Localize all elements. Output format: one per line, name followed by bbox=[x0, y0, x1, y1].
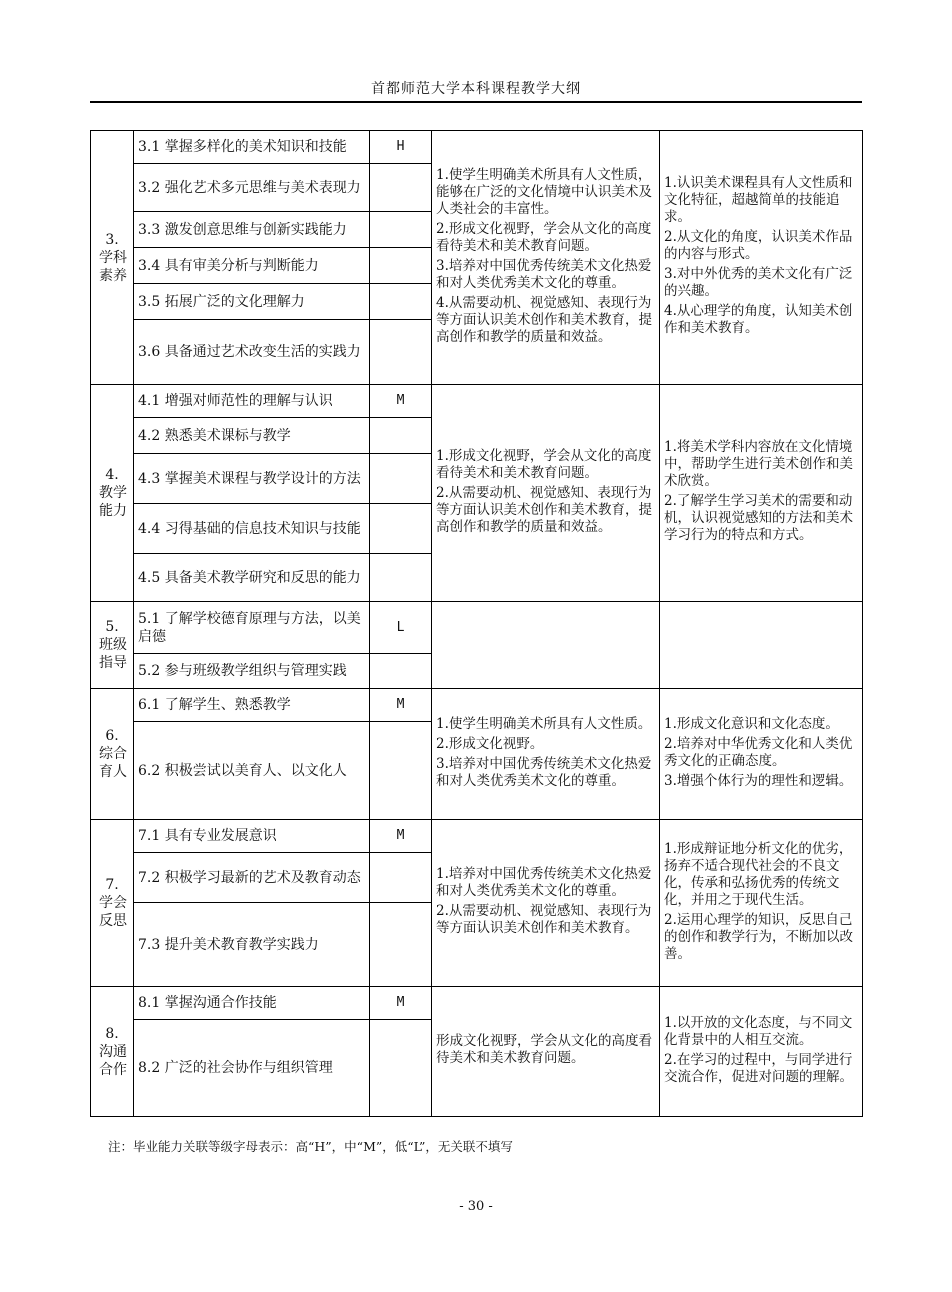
objective-item: 4.从需要动机、视觉感知、表现行为等方面认识美术创作和美术教育，提高创作和教学的质量和效益。 bbox=[436, 294, 652, 345]
group-number: 7. bbox=[105, 877, 119, 893]
objective-cell bbox=[432, 131, 660, 385]
content-item: 1.以开放的文化态度，与不同文化背景中的人相互交流。 bbox=[664, 1014, 853, 1048]
group-name: 沟通合作 bbox=[99, 1043, 127, 1078]
sub-requirement: 3.2 强化艺术多元思维与美术表现力 bbox=[134, 164, 370, 212]
group-name: 班级指导 bbox=[99, 637, 127, 671]
objective-cell bbox=[432, 385, 660, 602]
sub-requirement: 4.2 熟悉美术课标与教学 bbox=[134, 418, 370, 454]
sub-requirement: 5.1 了解学校德育原理与方法，以美启德 bbox=[134, 602, 370, 654]
sub-requirement: 4.3 掌握美术课程与教学设计的方法 bbox=[134, 454, 370, 504]
content-item: 2.了解学生学习美术的需要和动机，认识视觉感知的方法和美术学习行为的特点和方式。 bbox=[664, 493, 853, 543]
table-footnote: 注：毕业能力关联等级字母表示：高“H”，中“M”，低“L”，无关联不填写 bbox=[108, 1139, 513, 1154]
content-cell bbox=[660, 385, 863, 602]
relevance-level: M bbox=[370, 987, 432, 1020]
group-name: 教学能力 bbox=[99, 485, 127, 519]
objective-item: 1.使学生明确美术所具有人文性质，能够在广泛的文化情境中认识美术及人类社会的丰富性。 bbox=[436, 166, 652, 217]
relevance-level bbox=[370, 853, 432, 903]
content-item: 3.增强个体行为的理性和逻辑。 bbox=[664, 772, 853, 789]
objective-cell bbox=[432, 689, 660, 820]
sub-requirement: 8.1 掌握沟通合作技能 bbox=[134, 987, 370, 1020]
relevance-level bbox=[370, 903, 432, 987]
sub-requirement: 5.2 参与班级教学组织与管理实践 bbox=[134, 654, 370, 689]
sub-requirement: 7.3 提升美术教育教学实践力 bbox=[134, 903, 370, 987]
relevance-level bbox=[370, 554, 432, 602]
relevance-level bbox=[370, 504, 432, 554]
relevance-level bbox=[370, 418, 432, 454]
sub-requirement: 3.3 激发创意思维与创新实践能力 bbox=[134, 212, 370, 248]
relevance-level bbox=[370, 248, 432, 284]
relevance-level bbox=[370, 320, 432, 385]
content-item: 3.对中外优秀的美术文化有广泛的兴趣。 bbox=[664, 266, 853, 299]
content-item: 2.从文化的角度，认识美术作品的内容与形式。 bbox=[664, 229, 853, 262]
objective-item: 1.使学生明确美术所具有人文性质。 bbox=[436, 715, 652, 732]
group-number: 6. bbox=[105, 728, 119, 744]
sub-requirement: 4.5 具备美术教学研究和反思的能力 bbox=[134, 554, 370, 602]
relevance-level: M bbox=[370, 689, 432, 722]
relevance-level bbox=[370, 284, 432, 320]
page-number: - 30 - bbox=[459, 1199, 493, 1214]
objective-item: 3.培养对中国优秀传统美术文化热爱和对人类优秀美术文化的尊重。 bbox=[436, 257, 652, 291]
content-item: 2.培养对中华优秀文化和人类优秀文化的正确态度。 bbox=[664, 735, 853, 769]
objective-item: 1.培养对中国优秀传统美术文化热爱和对人类优秀美术文化的尊重。 bbox=[436, 866, 652, 899]
content-item: 1.形成辩证地分析文化的优劣，扬弃不适合现代社会的不良文化，传承和弘扬优秀的传统文化，并用之于现代生活。 bbox=[664, 840, 853, 908]
header-rule bbox=[90, 101, 862, 103]
sub-requirement: 4.4 习得基础的信息技术知识与技能 bbox=[134, 504, 370, 554]
content-cell bbox=[660, 689, 863, 820]
relevance-level bbox=[370, 212, 432, 248]
relevance-level: M bbox=[370, 820, 432, 853]
sub-requirement: 8.2 广泛的社会协作与组织管理 bbox=[134, 1020, 370, 1117]
group-cell bbox=[91, 602, 134, 689]
content-item: 1.将美术学科内容放在文化情境中，帮助学生进行美术创作和美术欣赏。 bbox=[664, 439, 853, 489]
relevance-level bbox=[370, 654, 432, 689]
group-number: 5. bbox=[105, 619, 119, 635]
relevance-level bbox=[370, 722, 432, 820]
content-item: 2.在学习的过程中，与同学进行交流合作，促进对问题的理解。 bbox=[664, 1051, 853, 1085]
objective-item: 2.形成文化视野，学会从文化的高度看待美术和美术教育问题。 bbox=[436, 220, 652, 254]
sub-requirement: 7.2 积极学习最新的艺术及教育动态 bbox=[134, 853, 370, 903]
sub-requirement: 4.1 增强对师范性的理解与认识 bbox=[134, 385, 370, 418]
relevance-level: L bbox=[370, 602, 432, 654]
relevance-level bbox=[370, 454, 432, 504]
content-item: 2.运用心理学的知识，反思自己的创作和教学行为，不断加以改善。 bbox=[664, 911, 853, 962]
content-cell bbox=[660, 987, 863, 1117]
document-header: 首都师范大学本科课程教学大纲 bbox=[371, 81, 581, 97]
content-cell bbox=[660, 602, 863, 689]
group-number: 8. bbox=[105, 1025, 119, 1042]
group-cell bbox=[91, 385, 134, 602]
relevance-level: M bbox=[370, 385, 432, 418]
sub-requirement: 3.5 拓展广泛的文化理解力 bbox=[134, 284, 370, 320]
relevance-level bbox=[370, 1020, 432, 1117]
objective-item: 2.从需要动机、视觉感知、表现行为等方面认识美术创作和美术教育。 bbox=[436, 903, 652, 936]
objective-cell bbox=[432, 820, 660, 987]
content-item: 1.形成文化意识和文化态度。 bbox=[664, 715, 839, 732]
content-cell bbox=[660, 131, 863, 385]
group-cell bbox=[91, 987, 134, 1117]
group-cell bbox=[91, 131, 134, 385]
objective-cell bbox=[432, 602, 660, 689]
objective-item: 2.从需要动机、视觉感知、表现行为等方面认识美术创作和美术教育，提高创作和教学的质量和效益。 bbox=[436, 484, 652, 535]
group-name: 学科素养 bbox=[99, 249, 127, 284]
objective-item: 2.形成文化视野。 bbox=[436, 735, 544, 752]
sub-requirement: 6.2 积极尝试以美育人、以文化人 bbox=[134, 722, 370, 820]
sub-requirement: 6.1 了解学生、熟悉教学 bbox=[134, 689, 370, 722]
sub-requirement: 3.4 具有审美分析与判断能力 bbox=[134, 248, 370, 284]
group-number: 4. bbox=[105, 467, 119, 483]
group-name: 学会反思 bbox=[99, 895, 127, 929]
objective-item: 3.培养对中国优秀传统美术文化热爱和对人类优秀美术文化的尊重。 bbox=[436, 755, 652, 789]
objective-cell bbox=[432, 987, 660, 1117]
content-item: 1.认识美术课程具有人文性质和文化特征，超越简单的技能追求。 bbox=[664, 175, 853, 225]
objective-item: 形成文化视野，学会从文化的高度看待美术和美术教育问题。 bbox=[436, 1033, 652, 1066]
relevance-level bbox=[370, 164, 432, 212]
sub-requirement: 3.1 掌握多样化的美术知识和技能 bbox=[134, 131, 370, 164]
group-number: 3. bbox=[105, 231, 119, 248]
content-cell bbox=[660, 820, 863, 987]
content-item: 4.从心理学的角度，认知美术创作和美术教育。 bbox=[664, 303, 853, 336]
requirements-table bbox=[90, 130, 863, 1117]
group-cell bbox=[91, 689, 134, 820]
objective-item: 1.形成文化视野，学会从文化的高度看待美术和美术教育问题。 bbox=[436, 447, 652, 481]
group-cell bbox=[91, 820, 134, 987]
sub-requirement: 7.1 具有专业发展意识 bbox=[134, 820, 370, 853]
relevance-level: H bbox=[370, 131, 432, 164]
group-name: 综合育人 bbox=[99, 746, 127, 780]
sub-requirement: 3.6 具备通过艺术改变生活的实践力 bbox=[134, 320, 370, 385]
